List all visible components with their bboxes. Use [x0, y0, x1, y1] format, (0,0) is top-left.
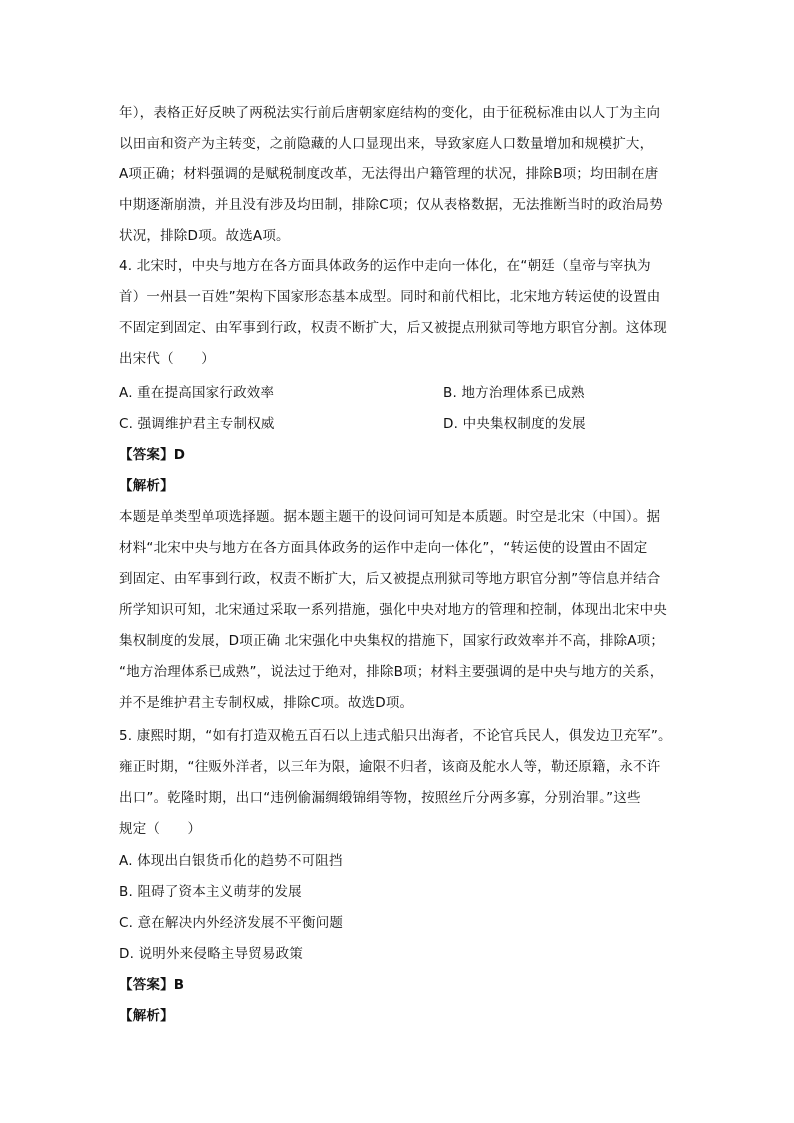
q4-option-b: B. 地方治理体系已成熟: [443, 385, 585, 401]
q4-analysis-line: 材料“北宋中央与地方在各方面具体政务的运作中走向一体化”，“转运使的设置由不固定: [119, 540, 648, 556]
q3-explanation-line: A项正确；材料强调的是赋税制度改革，无法得出户籍管理的状况，排除B项；均田制在唐: [119, 166, 659, 182]
q4-stem-line: 不固定到固定、由军事到行政，权责不断扩大，后又被提点刑狱司等地方职官分割。这体现: [119, 320, 667, 336]
q5-stem-line: 规定（ ）: [119, 821, 202, 837]
q4-analysis-line: “地方治理体系已成熟”，说法过于绝对，排除B项；材料主要强调的是中央与地方的关系，: [119, 664, 664, 680]
q4-analysis-label: 【解析】: [119, 478, 174, 494]
q5-option-b: B. 阻碍了资本主义萌芽的发展: [119, 884, 302, 900]
q4-analysis-line: 到固定、由军事到行政，权责不断扩大，后又被提点刑狱司等地方职官分割”等信息并结合: [119, 571, 661, 587]
q4-analysis-line: 并不是维护君主专制权威，排除C项。故选D项。: [119, 695, 414, 711]
q4-analysis-line: 集权制度的发展，D项正确 北宋强化中央集权的措施下，国家行政效率并不高，排除A项；: [119, 633, 665, 649]
q4-stem-line: 出宋代（ ）: [119, 351, 215, 367]
q5-stem-line: 5. 康熙时期，“如有打造双桅五百石以上违式船只出海者，不论官兵民人，俱发边卫充军”。: [119, 728, 672, 744]
q3-explanation-line: 年），表格正好反映了两税法实行前后唐朝家庭结构的变化，由于征税标准由以人丁为主向: [119, 105, 661, 121]
q4-analysis-line: 所学知识可知，北宋通过采取一系列措施，强化中央对地方的管理和控制，体现出北宋中央: [119, 602, 667, 618]
q3-explanation-line: 中期逐渐崩溃，并且没有涉及均田制，排除C项；仅从表格数据，无法推断当时的政治局势: [119, 197, 663, 213]
q5-option-c: C. 意在解决内外经济发展不平衡问题: [119, 915, 344, 931]
q5-analysis-label: 【解析】: [119, 1008, 174, 1024]
q4-answer: 【答案】D: [119, 447, 186, 463]
q4-option-a: A. 重在提高国家行政效率: [119, 385, 275, 401]
q5-option-d: D. 说明外来侵略主导贸易政策: [119, 946, 303, 962]
q5-stem-line: 出口”。乾隆时期，出口“违例偷漏绸缎锦绢等物，按照丝斤分两多寡，分别治罪。”这些: [119, 790, 641, 806]
q4-option-d: D. 中央集权制度的发展: [443, 416, 586, 432]
q5-answer: 【答案】B: [119, 977, 185, 993]
q3-explanation-line: 以田亩和资产为主转变，之前隐藏的人口显现出来，导致家庭人口数量增加和规模扩大，: [119, 136, 654, 152]
q4-stem-line: 4. 北宋时，中央与地方在各方面具体政务的运作中走向一体化，在“朝廷（皇帝与宰执为: [119, 258, 651, 274]
q5-option-a: A. 体现出白银货币化的趋势不可阻挡: [119, 853, 343, 869]
q5-stem-line: 雍正时期，“往贩外洋者，以三年为限，逾限不归者，该商及舵水人等，勒还原籍，永不许: [119, 759, 661, 775]
q4-analysis-line: 本题是单类型单项选择题。据本题主题干的设问词可知是本质题。时空是北宋（中国）。据: [119, 509, 661, 525]
q4-option-c: C. 强调维护君主专制权威: [119, 416, 275, 432]
q3-explanation-line: 状况，排除D项。故选A项。: [119, 228, 290, 244]
q4-stem-line: 首）一州县一百姓”架构下国家形态基本成型。同时和前代相比，北宋地方转运使的设置由: [119, 289, 661, 305]
